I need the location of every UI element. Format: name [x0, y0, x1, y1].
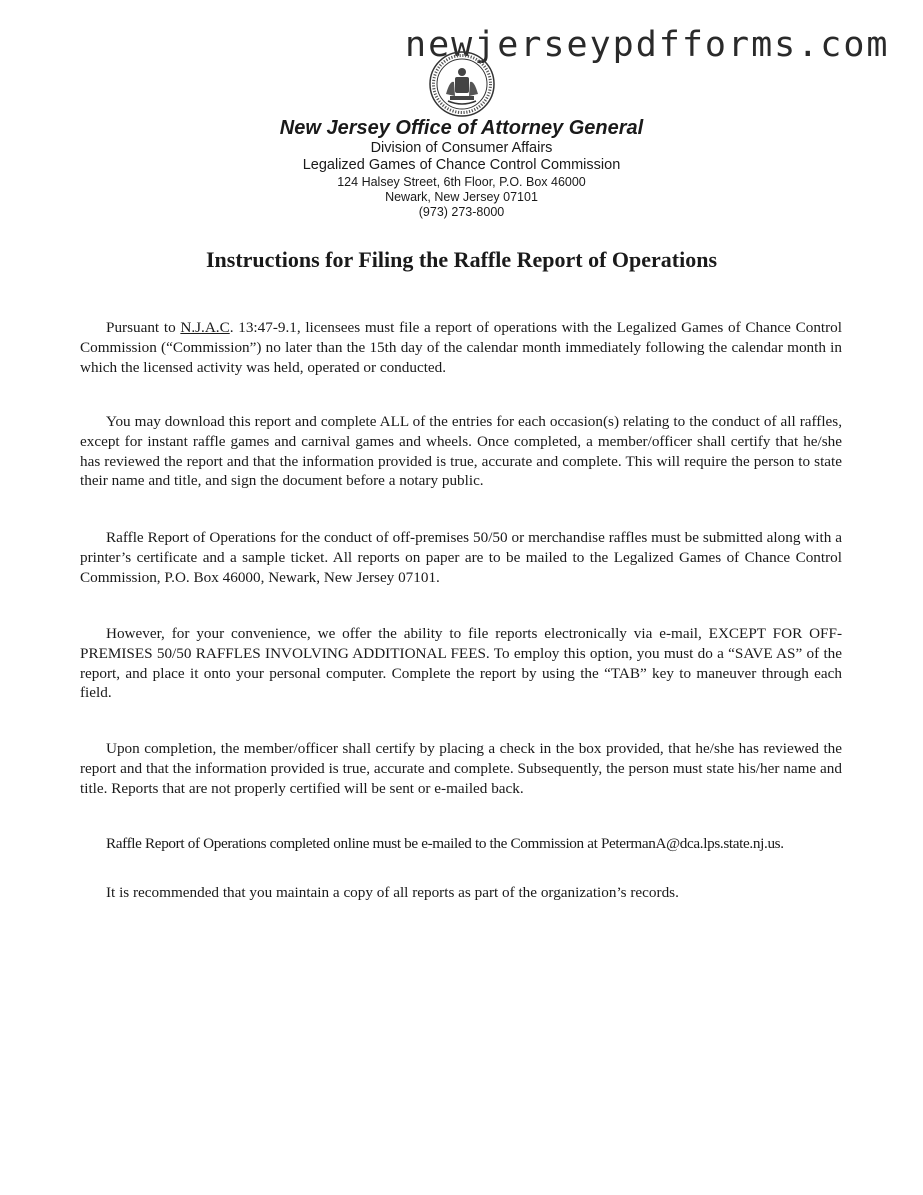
paragraph-records	[80, 883, 842, 903]
p1-text-start: Pursuant to	[106, 319, 181, 336]
paragraph-mail	[80, 528, 842, 587]
office-title: New Jersey Office of Attorney General	[279, 117, 644, 139]
division-line: Division of Consumer Affairs	[370, 140, 553, 156]
seal-icon	[428, 50, 496, 118]
commission-line: Legalized Games of Chance Control Commission	[302, 157, 621, 174]
p5-text: Upon completion, the member/officer shall certify by placing a check in the box provided, that he/she has reviewed the report and that the information provided is true, accurate and complete. Subsequently, the person must state his/her name and title. Reports that are not properly certified will be sent or e-mailed back.	[80, 740, 842, 797]
street-address: 124 Halsey Street, 6th Floor, P.O. Box 46000	[337, 174, 586, 189]
phone-number: (973) 273-8000	[418, 204, 505, 219]
p2-text: You may download this report and complete ALL of the entries for each occasion(s) relating to the conduct of all raffles, except for instant raffle games and carnival games and wheels. Once completed, a member/officer shall certify that he/she has reviewed the report and that the information provided is true, accurate and complete. This will require the person to state their name and title, and sign the document before a notary public.	[80, 413, 842, 490]
paragraph-download	[80, 412, 842, 491]
p6-text: Raffle Report of Operations completed online must be e-mailed to the Commission at PetermanA@dca.lps.state.nj.us.	[106, 835, 784, 852]
document-title: Instructions for Filing the Raffle Report of Operations	[205, 247, 718, 272]
watermark-text: newjerseypdfforms.com	[405, 25, 890, 65]
paragraph-email	[80, 834, 842, 854]
njac-link[interactable]: N.J.A.C	[180, 319, 230, 336]
p3-text: Raffle Report of Operations for the conduct of off-premises 50/50 or merchandise raffles must be submitted along with a printer’s certificate and a sample ticket. All reports on paper are to be mailed to the Legalized Games of Chance Control Commission, P.O. Box 46000, Newark, New Jersey 07101.	[80, 529, 842, 586]
p7-text: It is recommended that you maintain a copy of all reports as part of the organization’s records.	[106, 884, 679, 901]
p1-text-end: . 13:47-9.1, licensees must file a report of operations with the Legalized Games of Chance Control Commission (“Commission”) no later than the 15th day of the calendar month immediately following the calendar month in which the licensed activity was held, operated or conducted.	[80, 319, 842, 376]
paragraph-certify	[80, 739, 842, 798]
p4-text: However, for your convenience, we offer the ability to file reports electronically via e-mail, EXCEPT FOR OFF-PREMISES 50/50 RAFFLES INVOLVING ADDITIONAL FEES. To employ this option, you must do a “SAVE AS” of the report, and place it onto your personal computer. Complete the report by using the “TAB” key to maneuver through each field.	[80, 625, 842, 702]
paragraph-electronic	[80, 624, 842, 703]
letterhead	[0, 116, 923, 220]
paragraph-filing-deadline	[80, 318, 842, 377]
city-address: Newark, New Jersey 07101	[385, 189, 538, 204]
